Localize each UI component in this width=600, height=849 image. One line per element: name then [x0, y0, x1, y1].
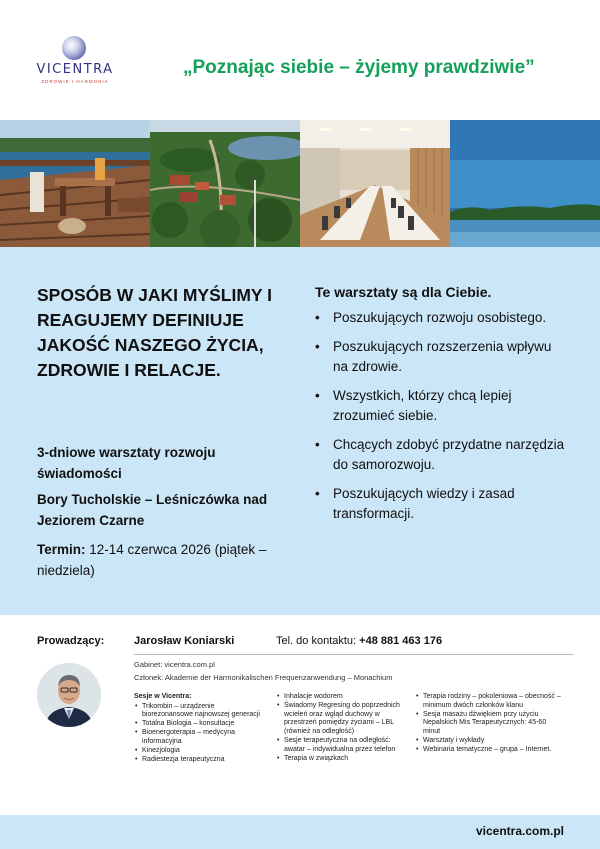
term-value: 12-14 czerwca 2026 (piątek – niedziela)	[37, 542, 267, 578]
contact-phone[interactable]	[276, 635, 442, 647]
logo-sphere-icon	[62, 36, 86, 60]
audience-title: Te warsztaty są dla Ciebie.	[315, 284, 492, 300]
services-column-2	[276, 693, 408, 764]
vicentra-logo[interactable]	[30, 34, 120, 89]
tagline: „Poznając siebie – żyjemy prawdziwie”	[183, 57, 535, 78]
divider	[134, 654, 574, 655]
list-item: • Wszystkich, którzy chcą lepiej zrozumieć siebie.	[315, 386, 565, 427]
list-item: • Poszukujących rozszerzenia wpływu na zdrowie.	[315, 337, 565, 378]
list-item: • Kinezjologia	[134, 747, 264, 756]
facilitator-name: Jarosław Koniarski	[134, 635, 235, 647]
phone-label: Tel. do kontaktu:	[276, 635, 360, 647]
cabinet-info: Gabinet: vicentra.com.pl	[134, 660, 215, 669]
deck-with-lake-icon	[0, 120, 150, 247]
list-item: • Warsztaty i wykłady	[415, 737, 565, 746]
info-panel	[0, 247, 600, 615]
list-item: • Bioenergoterapia – medycyna informacyjna	[134, 729, 264, 746]
conference-room-icon	[300, 120, 450, 247]
list-item: • Totalna Biologia – konsultacje	[134, 720, 264, 729]
header	[0, 0, 600, 120]
lake-shore-icon	[450, 120, 600, 247]
person-portrait-icon	[37, 663, 101, 727]
services-column-1	[134, 693, 264, 765]
headline: SPOSÓB W JAKI MYŚLIMY I REAGUJEMY DEFINIUJE JAKOŚĆ NASZEGO ŻYCIA, ZDROWIE I RELACJE.	[37, 285, 272, 380]
list-item: • Terapia w związkach	[276, 755, 408, 764]
audience-list	[315, 308, 565, 533]
avatar	[37, 663, 101, 727]
membership-info: Członek: Akademie der Harmonikalischen Frequenzanwendung – Monachium	[134, 673, 393, 682]
list-item: • Poszukujących rozwoju osobistego.	[315, 308, 565, 329]
aerial-forest-lakeside-icon	[150, 120, 300, 247]
services-title: Sesje w Vicentra:	[134, 693, 192, 700]
facilitator-label: Prowadzący:	[37, 635, 105, 647]
phone-number[interactable]: +48 881 463 176	[359, 635, 443, 647]
photo-strip	[0, 120, 600, 247]
list-item: • Chcących zdobyć przydatne narzędzia do samorozwoju.	[315, 435, 565, 476]
list-item: • Radiestezja terapeutyczna	[134, 756, 264, 765]
term-label: Termin:	[37, 542, 86, 557]
list-item: • Webinaria tematyczne – grupa – Internet.	[415, 746, 565, 755]
list-item: • Trikombin – urządzenie biorezonansowe najnowszej generacji	[134, 703, 264, 720]
logo-subtitle: ZDROWIE I HARMONIA	[41, 79, 109, 84]
workshop-term	[37, 539, 297, 581]
facilitator-section	[0, 615, 600, 815]
bottom-bar	[0, 815, 600, 849]
workshop-location: Bory Tucholskie – Leśniczówka nad Jeziorem Czarne	[37, 492, 268, 528]
list-item: • Sesja masażu dźwiękiem przy użyciu Nepalskich Mis Terapeutycznych: 45-60 minut	[415, 711, 565, 737]
list-item: • Sesje terapeutyczna na odległość: awatar – indywidualna przez telefon	[276, 737, 408, 754]
list-item: • Terapia rodziny – pokoleniowa – obecność – minimum dwóch członków klanu	[415, 693, 565, 710]
website-link[interactable]: vicentra.com.pl	[475, 824, 564, 838]
services-column-3	[415, 693, 565, 755]
list-item: • Poszukujących wiedzy i zasad transformacji.	[315, 484, 565, 525]
list-item: • Inhalacje wodorem	[276, 693, 408, 702]
workshop-subtitle: 3-dniowe warsztaty rozwoju świadomości	[37, 445, 216, 481]
list-item: • Świadomy Regresing do poprzednich wcieleń oraz wgląd duchowy w przestrzeń pomiędzy życiami – LBL (również na odległość)	[276, 702, 408, 736]
logo-name: VICENTRA	[36, 62, 114, 77]
